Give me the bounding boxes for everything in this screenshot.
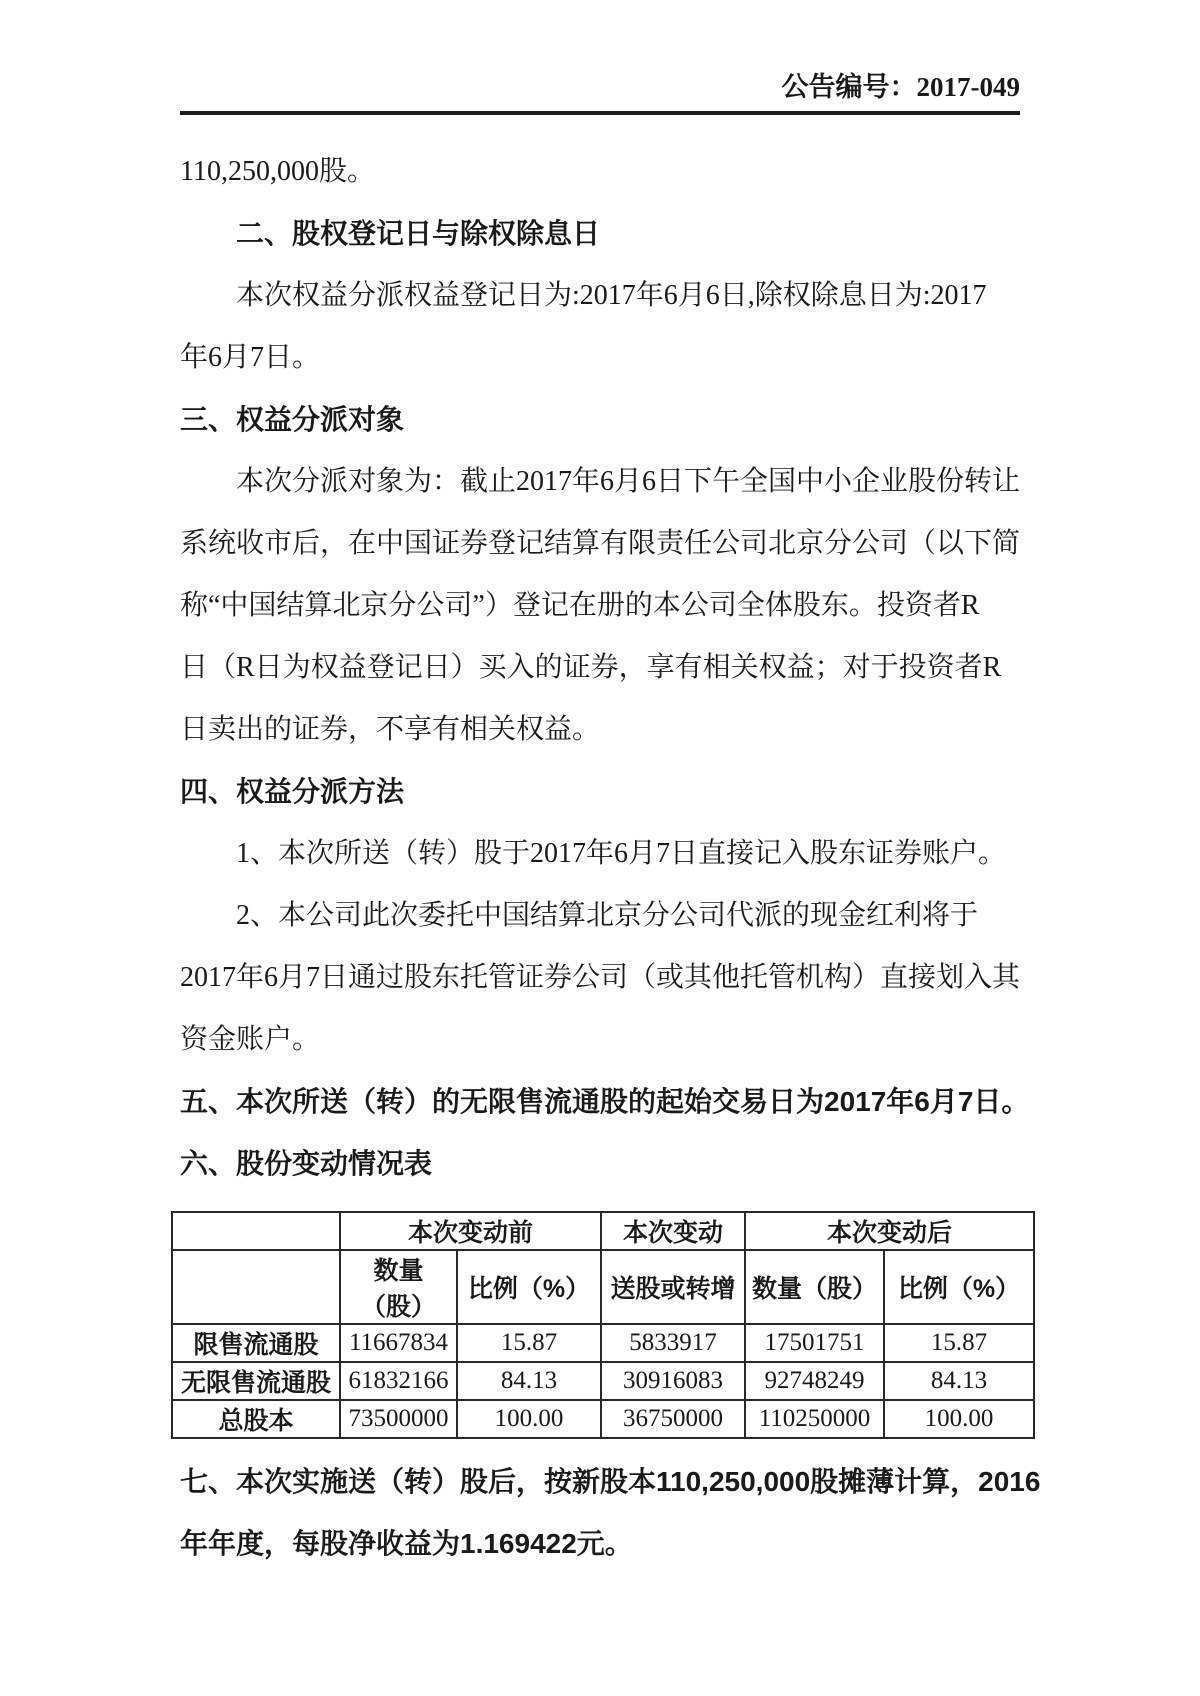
table-cell: 61832166 (340, 1362, 457, 1400)
share-change-table (171, 1211, 1035, 1439)
table-header-row-groups (172, 1212, 1034, 1250)
paragraph-line: 110,250,000股。 (180, 156, 375, 187)
table-cell: 100.00 (457, 1400, 601, 1438)
table-cell: 5833917 (601, 1324, 745, 1362)
table-cell: 15.87 (884, 1324, 1034, 1362)
col-group-after: 本次变动后 (745, 1212, 1034, 1250)
section-heading-3: 三、权益分派对象 (180, 404, 405, 435)
table-cell: 84.13 (457, 1362, 601, 1400)
table-cell: 100.00 (884, 1400, 1034, 1438)
table-cell: 73500000 (340, 1400, 457, 1438)
col-header: 比例（%） (884, 1250, 1034, 1324)
table-row-unrestricted-shares (172, 1362, 1034, 1400)
col-header: 数量（股） (745, 1250, 884, 1324)
col-header: 数量（股） (340, 1250, 457, 1324)
table-row-total-shares (172, 1400, 1034, 1438)
section-heading-4: 四、权益分派方法 (180, 776, 405, 807)
section-heading-7-cont: 年年度，每股净收益为1.169422元。 (180, 1528, 633, 1559)
table-corner-cell (172, 1212, 340, 1250)
col-group-before: 本次变动前 (340, 1212, 601, 1250)
table-cell: 36750000 (601, 1400, 745, 1438)
paragraph-line: 称“中国结算北京分公司”）登记在册的本公司全体股东。投资者R (180, 590, 980, 621)
table-header-row-columns (172, 1250, 1034, 1324)
table-cell: 92748249 (745, 1362, 884, 1400)
paragraph-line: 本次分派对象为：截止2017年6月6日下午全国中小企业股份转让 (236, 466, 1021, 497)
col-header: 送股或转增 (601, 1250, 745, 1324)
section-heading-2: 二、股权登记日与除权除息日 (236, 218, 601, 249)
col-group-change: 本次变动 (601, 1212, 745, 1250)
row-label: 限售流通股 (172, 1324, 340, 1362)
paragraph-line: 2017年6月7日通过股东托管证券公司（或其他托管机构）直接划入其 (180, 962, 1021, 993)
table-cell: 84.13 (884, 1362, 1034, 1400)
paragraph-line: 系统收市后，在中国证券登记结算有限责任公司北京分公司（以下简 (180, 528, 1021, 559)
table-row-restricted-shares (172, 1324, 1034, 1362)
section-7 (180, 1451, 1041, 1575)
document-body (180, 141, 1041, 1575)
table-corner-cell (172, 1250, 340, 1324)
header-rule (180, 111, 1020, 115)
paragraph-line: 资金账户。 (180, 1024, 321, 1055)
paragraph-line: 2、本公司此次委托中国结算北京分公司代派的现金红利将于 (236, 900, 979, 931)
table-cell: 11667834 (340, 1324, 457, 1362)
paragraph-line: 1、本次所送（转）股于2017年6月7日直接记入股东证券账户。 (236, 838, 1007, 869)
table-cell: 30916083 (601, 1362, 745, 1400)
section-heading-6: 六、股份变动情况表 (180, 1148, 433, 1179)
doc-number: 公告编号：2017-049 (781, 72, 1020, 102)
paragraph-line: 日（R日为权益登记日）买入的证券，享有相关权益；对于投资者R (180, 652, 1002, 683)
paragraph-line: 年6月7日。 (180, 342, 321, 373)
section-heading-5: 五、本次所送（转）的无限售流通股的起始交易日为2017年6月7日。 (180, 1086, 1030, 1117)
section-heading-7: 七、本次实施送（转）股后，按新股本110,250,000股摊薄计算，2016 (180, 1466, 1041, 1497)
table-cell: 110250000 (745, 1400, 884, 1438)
paragraph-line: 本次权益分派权益登记日为:2017年6月6日,除权除息日为:2017 (236, 280, 987, 311)
col-header: 比例（%） (457, 1250, 601, 1324)
paragraph-line: 日卖出的证券，不享有相关权益。 (180, 714, 601, 745)
row-label: 总股本 (172, 1400, 340, 1438)
table-cell: 15.87 (457, 1324, 601, 1362)
table-cell: 17501751 (745, 1324, 884, 1362)
row-label: 无限售流通股 (172, 1362, 340, 1400)
